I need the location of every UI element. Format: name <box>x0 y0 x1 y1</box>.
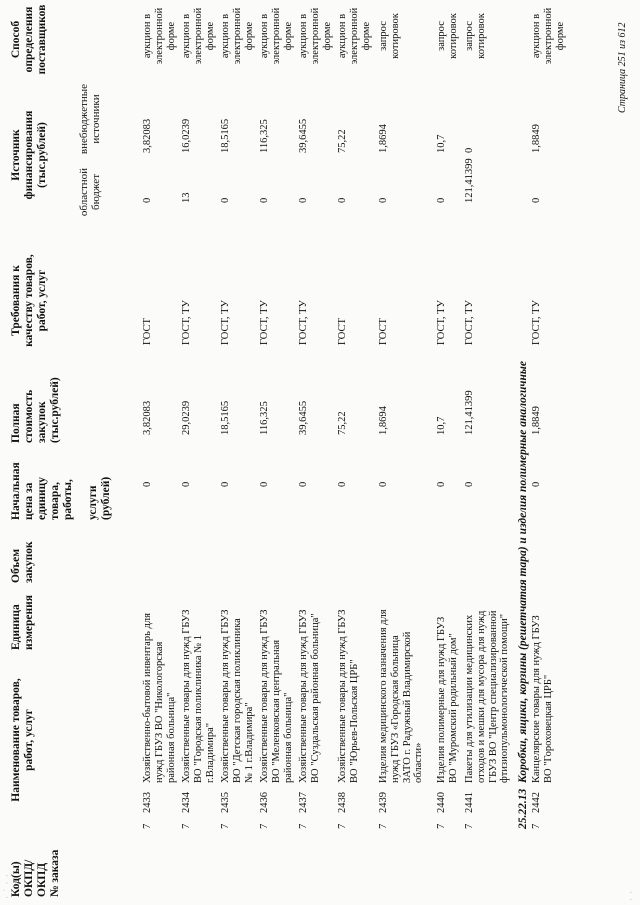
row-name: Изделия медицинского назначения для нужд ГБУЗ «Городская больница ЗАТО г. Радужный Владимирской области» <box>378 609 425 783</box>
row-requirements: ГОСТ <box>337 318 348 345</box>
scan-artifact: · ˙ · · <box>2 873 12 899</box>
row-number: 2436 <box>259 792 270 813</box>
row-method: аукцион в электронной форме <box>531 7 566 65</box>
header-unit-price: Начальная цена за единицу товара, работы, услуги (рублей) <box>10 462 113 520</box>
row-unit-price: 0 <box>436 481 447 487</box>
row-regional: 0 <box>259 197 270 203</box>
row-method: аукцион в электронной форме <box>181 7 216 65</box>
row-extra: 39,6455 <box>298 118 309 153</box>
row-total: 39,6455 <box>298 400 309 435</box>
header-funding-extra: внебюджетные источники <box>78 83 103 155</box>
header-name: Наименование товаров, работ, услуг <box>10 678 35 802</box>
row-method: аукцион в электронной форме <box>259 7 294 65</box>
row-method: аукцион в электронной форме <box>142 7 177 65</box>
row-method: аукцион в электронной форме <box>298 7 333 65</box>
row-total: 116,325 <box>259 401 270 435</box>
page-number: Страница 251 из 612 <box>617 22 628 113</box>
row-extra: 0 <box>464 147 475 153</box>
row-number: 2439 <box>378 792 389 813</box>
row-regional: 121,41399 <box>464 158 475 203</box>
row-name: Хозяйственно-бытовой инвентарь для нужд ГБУЗ ВО "Никологорская районная больница" <box>142 613 177 783</box>
row-number: 2442 <box>531 792 542 813</box>
row-regional: 0 <box>298 197 309 203</box>
row-total: 18,5165 <box>220 400 231 435</box>
row-extra: 1,8694 <box>378 124 389 153</box>
row-code: 7 <box>259 823 270 829</box>
row-regional: 0 <box>531 197 542 203</box>
row-requirements: ГОСТ, ТУ <box>259 300 270 345</box>
row-regional: 0 <box>337 197 348 203</box>
row-total: 3,82083 <box>142 400 153 435</box>
row-method: запрос котировок <box>378 13 401 59</box>
row-requirements: ГОСТ <box>378 318 389 345</box>
group-code: 25.22.13 <box>517 788 529 829</box>
row-unit-price: 0 <box>259 481 270 487</box>
row-method: запрос котировок <box>436 13 459 59</box>
row-requirements: ГОСТ, ТУ <box>464 300 475 345</box>
header-funding-regional: областной бюджет <box>78 167 103 217</box>
row-extra: 75,22 <box>337 129 348 153</box>
header-total-cost: Полная стоимость закупок (тыс.рублей) <box>10 377 61 443</box>
row-number: 2433 <box>142 792 153 813</box>
row-unit-price: 0 <box>220 481 231 487</box>
row-method: запрос котировок <box>464 13 487 59</box>
row-extra: 10,7 <box>436 134 447 153</box>
row-regional: 0 <box>436 197 447 203</box>
row-code: 7 <box>436 823 447 829</box>
row-regional: 0 <box>220 197 231 203</box>
row-code: 7 <box>298 823 309 829</box>
row-extra: 18,5165 <box>220 118 231 153</box>
row-number: 2435 <box>220 792 231 813</box>
row-name: Хозяйственные товары для нужд ГБУЗ ВО "Суздальская районная больница" <box>298 609 321 783</box>
row-code: 7 <box>531 823 542 829</box>
row-unit-price: 0 <box>298 481 309 487</box>
row-unit-price: 0 <box>337 481 348 487</box>
row-code: 7 <box>220 823 231 829</box>
row-unit-price: 0 <box>531 481 542 487</box>
row-requirements: ГОСТ, ТУ <box>220 300 231 345</box>
row-code: 7 <box>378 823 389 829</box>
row-number: 2441 <box>464 792 475 813</box>
row-unit-price: 0 <box>464 481 475 487</box>
row-number: 2437 <box>298 792 309 813</box>
row-regional: 13 <box>181 192 192 203</box>
row-name: Канцелярские товары для нужд ГБУЗ ВО "Гороховецкая ЦРБ" <box>531 615 554 783</box>
row-total: 1,8849 <box>531 406 542 435</box>
row-name: Хозяйственные товары для нужд ГБУЗ ВО "Детская городская поликлиника № 1 г.Владимира" <box>220 609 255 783</box>
row-name: Хозяйственные товары для нужд ГБУЗ ВО "Меленковская центральная районная больница" <box>259 609 294 783</box>
row-extra: 116,325 <box>259 119 270 153</box>
row-number: 2438 <box>337 792 348 813</box>
row-extra: 3,82083 <box>142 118 153 153</box>
row-method: аукцион в электронной форме <box>220 7 255 65</box>
row-name: Хозяйственные товары для нужд ГБУЗ ВО "Юрьев-Польская ЦРБ" <box>337 609 360 783</box>
header-code: Код(ы) ОКПД/ ОКПД № заказа <box>10 849 61 897</box>
row-total: 10,7 <box>436 416 447 435</box>
row-regional: 0 <box>378 197 389 203</box>
scan-artifact: · · <box>626 889 636 901</box>
row-unit-price: 0 <box>378 481 389 487</box>
row-number: 2434 <box>181 792 192 813</box>
row-number: 2440 <box>436 792 447 813</box>
row-total: 29,0239 <box>181 400 192 435</box>
row-requirements: ГОСТ, ТУ <box>531 300 542 345</box>
row-code: 7 <box>142 823 153 829</box>
row-code: 7 <box>181 823 192 829</box>
row-total: 1,8694 <box>378 406 389 435</box>
row-name: Пакеты для утилизации медицинских отходов и мешки для мусора для нужд ГБУЗ ВО "Центр специализированной фтизиопульмонологической помощи" <box>464 610 511 783</box>
header-unit: Единица измерения <box>10 595 35 650</box>
row-regional: 0 <box>142 197 153 203</box>
row-code: 7 <box>464 823 475 829</box>
row-name: Хозяйственные товары для нужд ГБУЗ ВО "Городская поликлиника № 1 г.Владимира" <box>181 609 216 783</box>
row-requirements: ГОСТ <box>142 318 153 345</box>
header-method: Способ определения поставщиков <box>10 4 48 75</box>
row-requirements: ГОСТ, ТУ <box>436 300 447 345</box>
header-volume: Объем закупок <box>10 541 35 583</box>
header-funding: Источник финансирования (тыс.рублей) <box>10 110 48 200</box>
row-total: 121,41399 <box>464 390 475 435</box>
row-unit-price: 0 <box>142 481 153 487</box>
row-extra: 1,8849 <box>531 124 542 153</box>
row-total: 75,22 <box>337 411 348 435</box>
row-name: Изделия полимерные для нужд ГБУЗ ВО "Муромский родильный дом" <box>436 616 459 783</box>
row-requirements: ГОСТ, ТУ <box>181 300 192 345</box>
row-requirements: ГОСТ, ТУ <box>298 300 309 345</box>
row-extra: 16,0239 <box>181 118 192 153</box>
row-method: аукцион в электронной форме <box>337 7 372 65</box>
row-unit-price: 0 <box>181 481 192 487</box>
row-code: 7 <box>337 823 348 829</box>
header-requirements: Требования к качеству товаров, работ, услуг <box>10 254 48 347</box>
group-title: Коробки, ящики, корзины (решетчатая тара) и изделия полимерные аналогичные <box>517 361 529 783</box>
